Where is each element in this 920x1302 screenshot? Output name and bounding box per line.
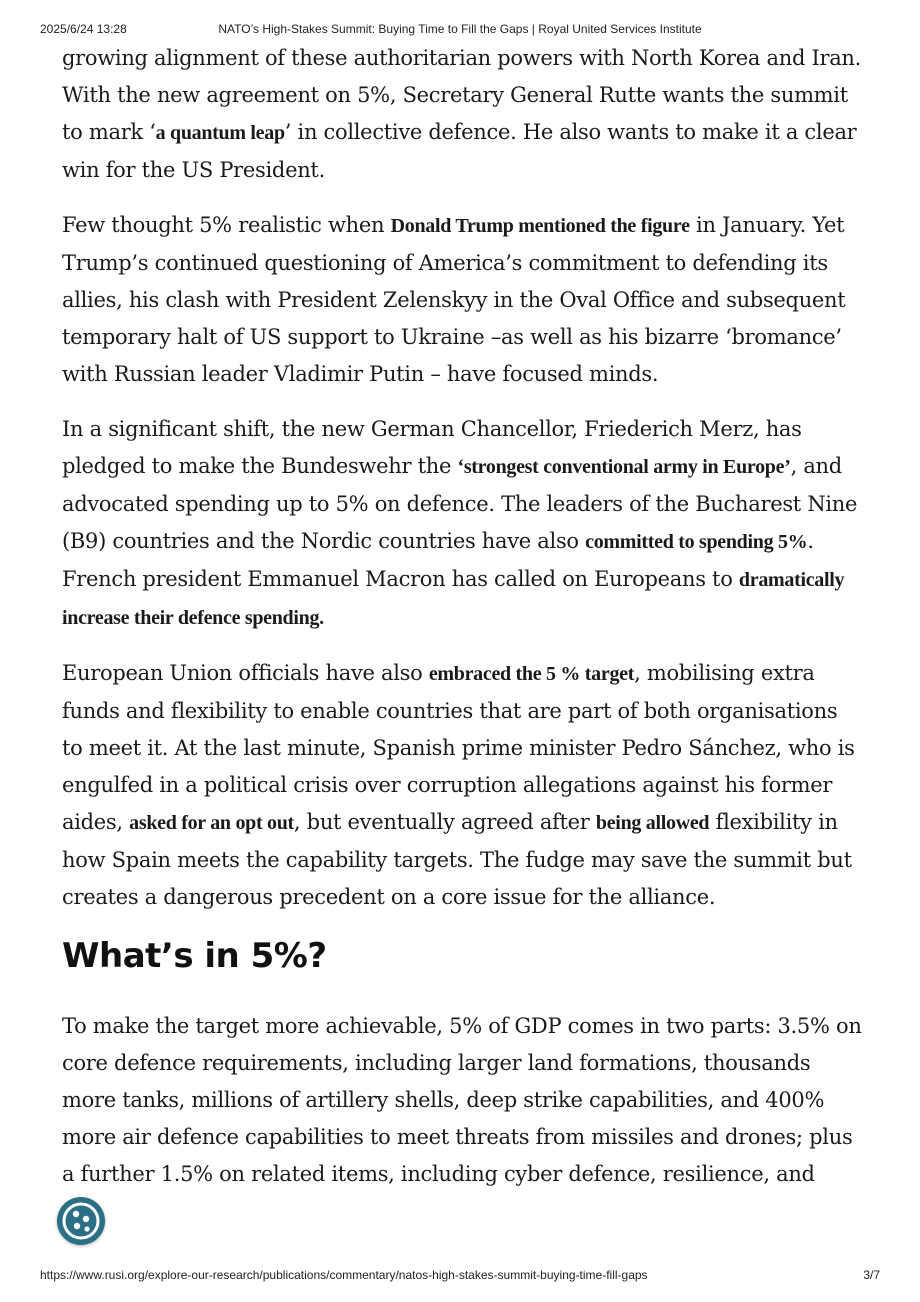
section-heading: What’s in 5%? [62,936,327,976]
print-header [0,20,920,38]
link-opt-out[interactable]: asked for an opt out [129,812,294,834]
paragraph: growing alignment of these authoritarian powers with North Korea and Iran. With the new agreement on 5%, Secretary General Rutte wants the summit to mark ‘a quantum leap’ in collective defence. He also wants to make it a clear win for the US President. [62,46,862,182]
link-committed-spending[interactable]: committed to spending 5% [585,531,808,553]
cookie-icon [57,1197,105,1245]
article-body [62,40,862,1211]
link-trump-figure[interactable]: Donald Trump mentioned the figure [390,215,690,237]
link-increase-spending[interactable]: dramatically increase their defence spending. [62,569,845,629]
paragraph: In a significant shift, the new German Chancellor, Friederich Merz, has pledged to make the Bundeswehr the ‘strongest conventional army in Europe’, and advocated spending up to 5% on defence. The leaders of the Bucharest Nine (B9) countries and the Nordic countries have also committed to spending 5%. French president Emmanuel Macron has called on Europeans to dramatically increase their defence spending. [62,417,858,629]
link-embraced-target[interactable]: embraced the 5 % target [428,663,635,685]
link-quantum-leap[interactable]: a quantum leap [155,122,285,144]
link-being-allowed[interactable]: being allowed [595,812,710,834]
print-page-title: NATO’s High-Stakes Summit: Buying Time to Fill the Gaps | Royal United Services Institute [218,22,702,36]
paragraph: To make the target more achievable, 5% of GDP comes in two parts: 3.5% on core defence requirements, including larger land formations, thousands more tanks, millions of artillery shells, deep strike capabilities, and 400% more air defence capabilities to meet threats from missiles and drones; plus a further 1.5% on related items, including cyber defence, resilience, and [62,1014,862,1186]
paragraph: Few thought 5% realistic when Donald Trump mentioned the figure in January. Yet Trump’s continued questioning of America’s commitment to defending its allies, his clash with President Zelenskyy in the Oval Office and subsequent temporary halt of US support to Ukraine –as well as his bizarre ‘bromance’ with Russian leader Vladimir Putin – have focused minds. [62,213,846,386]
page-url: https://www.rusi.org/explore-our-research/publications/commentary/natos-high-stakes-summit-buying-time-fill-gaps [40,1268,648,1282]
print-footer [0,1266,920,1284]
cookie-settings-button[interactable] [57,1197,105,1245]
page-number: 3/7 [863,1268,880,1282]
link-strongest-army[interactable]: ‘strongest conventional army in Europe’ [457,456,791,478]
print-date: 2025/6/24 13:28 [40,22,127,36]
paragraph: European Union officials have also embraced the 5 % target, mobilising extra funds and flexibility to enable countries that are part of both organisations to meet it. At the last minute, Spanish prime minister Pedro Sánchez, who is engulfed in a political crisis over corruption allegations against his former aides, asked for an opt out, but eventually agreed after being allowed flexibility in how Spain meets the capability targets. The fudge may save the summit but creates a dangerous precedent on a core issue for the alliance. [62,661,855,909]
